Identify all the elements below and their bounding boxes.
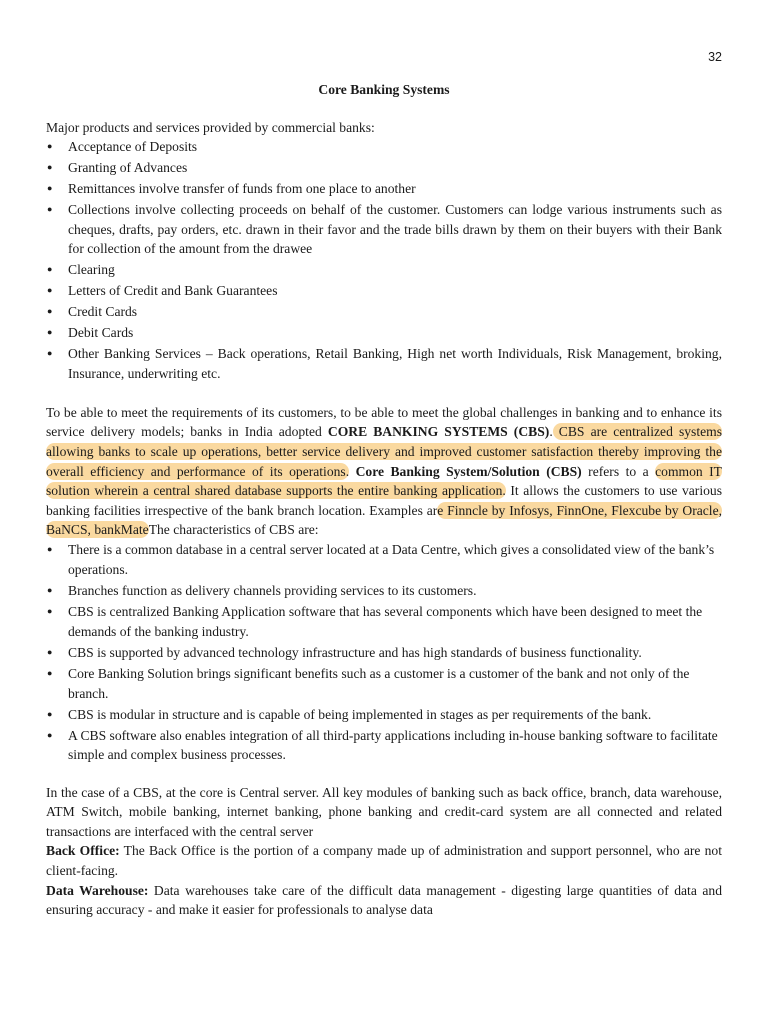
list-item: ● Acceptance of Deposits (46, 137, 722, 157)
bold-term: CORE BANKING SYSTEMS (CBS) (327, 424, 550, 440)
list-item: ● CBS is centralized Banking Application software that has several components which have been designed to meet the demands of the banking industry. (46, 602, 722, 641)
paragraph-text: To be able to meet the requirements of its customers, to be able to meet the global challenges in banking and to enhance its service delivery models; banks in India adopted (46, 404, 722, 440)
highlighted-text: e Finncle by Infosys, FinnOne, Flexcube by Oracle, BaNCS, bankMate (46, 502, 722, 538)
list-item: ● Core Banking Solution brings significant benefits such as a customer is a customer of the bank and not only of the branch. (46, 664, 722, 703)
back-office-definition (46, 841, 722, 880)
list-item: ● Other Banking Services – Back operations, Retail Banking, High net worth Individuals, Risk Management, broking, Insurance, underwriting etc. (46, 344, 722, 383)
paragraph-text: It allows the customers to use various banking facilities irrespective of the bank branch location. Examples ar (46, 483, 722, 518)
paragraph-text: . (549, 424, 553, 440)
definition-text: The Back Office is the portion of a company made up of administration and support personnel, who are not client-facing. (46, 843, 722, 879)
list-item: ● Clearing (46, 260, 722, 280)
cbs-paragraph (46, 403, 722, 540)
characteristics-list (46, 540, 722, 765)
list-item: ● Branches function as delivery channels providing services to its customers. (46, 581, 722, 601)
definition-term: Data Warehouse: (46, 882, 149, 898)
list-item: ● Collections involve collecting proceeds on behalf of the customer. Customers can lodge various instruments such as cheques, drafts, pay orders, etc. drawn in their favor and the trade bills drawn by them on their buyers with their Bank for collection of the amount from the drawee (46, 200, 722, 259)
list-item: ● There is a common database in a central server located at a Data Centre, which gives a consolidated view of the bank’s operations. (46, 540, 722, 579)
highlighted-text: CBS are centralized systems allowing banks to scale up operations, better service delivery and improved customer satisfaction thereby improving the overall efficiency and performance of its operations. (46, 424, 722, 479)
bold-term: Core Banking System/Solution (CBS) (355, 463, 582, 479)
products-list (46, 137, 722, 383)
paragraph-text: The characteristics of CBS are: (148, 522, 319, 538)
list-item: ● Debit Cards (46, 323, 722, 343)
intro-text: Major products and services provided by commercial banks: (46, 119, 375, 135)
paragraph-text: refers to a (581, 463, 656, 479)
document-body (46, 80, 722, 920)
highlighted-text: common IT solution wherein a central shared database supports the entire banking application. (46, 463, 722, 499)
list-item: ● Letters of Credit and Bank Guarantees (46, 281, 722, 301)
page-number: 32 (708, 50, 722, 64)
list-item: ● Granting of Advances (46, 158, 722, 178)
list-item: ● Credit Cards (46, 302, 722, 322)
list-item: ● CBS is supported by advanced technology infrastructure and has high standards of business functionality. (46, 643, 722, 663)
data-warehouse-definition (46, 881, 722, 920)
list-item: ● Remittances involve transfer of funds from one place to another (46, 179, 722, 199)
definition-text: Data warehouses take care of the difficult data management - digesting large quantities of data and ensuring accuracy - and make it easier for professionals to analyse data (46, 882, 722, 918)
definition-term: Back Office: (46, 843, 120, 859)
list-item: ● CBS is modular in structure and is capable of being implemented in stages as per requirements of the bank. (46, 705, 722, 725)
core-server-paragraph: In the case of a CBS, at the core is Central server. All key modules of banking such as back office, branch, data warehouse, ATM Switch, mobile banking, internet banking, phone banking and credit-card system are all connected and related transactions are interfaced with the central server (46, 784, 722, 839)
page-title: Core Banking Systems (318, 82, 450, 97)
list-item: ● A CBS software also enables integration of all third-party applications including in-house banking software to facilitate simple and complex business processes. (46, 726, 722, 765)
